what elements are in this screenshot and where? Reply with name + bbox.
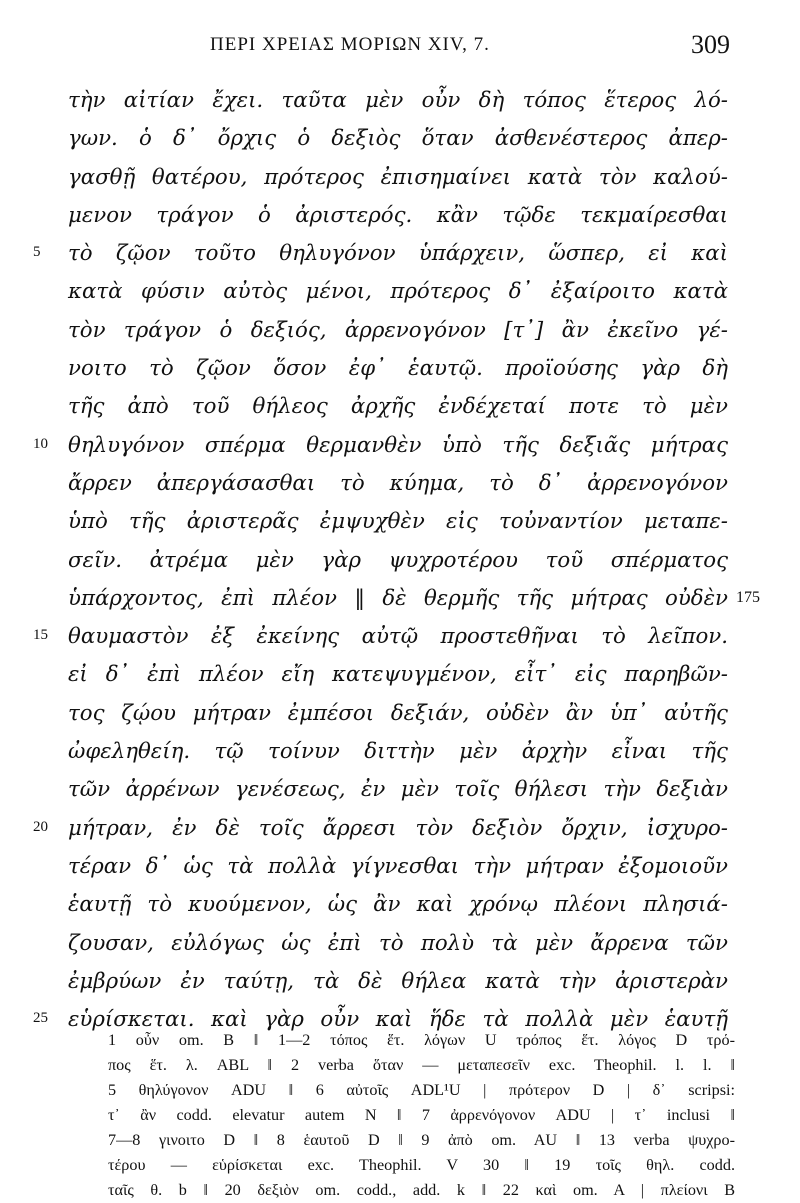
text-line <box>0 886 800 924</box>
main-text <box>0 82 800 1039</box>
text-line <box>0 235 800 273</box>
text-line <box>0 925 800 963</box>
line-number: 25 <box>33 1010 48 1027</box>
footnote-line: 5 θηλύγονον ADU ‖ 6 αὐτοῖς ADL¹U | πρότερον D | δ᾽ scripsi: <box>108 1081 735 1099</box>
text-line <box>0 159 800 197</box>
line-text: ζουσαν, εὐλόγως ὡς ἐπὶ τὸ πολὺ τὰ μὲν ἄρρενα τῶν <box>68 930 728 956</box>
text-line <box>0 771 800 809</box>
margin-reference: 175 <box>736 588 760 606</box>
text-line <box>0 273 800 311</box>
line-number: 10 <box>33 435 48 452</box>
text-line <box>0 848 800 886</box>
running-title: ΠΕΡΙ ΧΡΕΙΑΣ ΜΟΡΙΩΝ XIV, 7. <box>210 34 490 55</box>
line-text: ἐμβρύων ἐν ταύτῃ, τὰ δὲ θήλεα κατὰ τὴν ἀριστερὰν <box>68 968 728 994</box>
text-line <box>0 963 800 1001</box>
line-text: θηλυγόνον σπέρμα θερμανθὲν ὑπὸ τῆς δεξιᾶς μήτρας <box>68 432 728 458</box>
text-line <box>0 618 800 656</box>
line-text: ὑπὸ τῆς ἀριστερᾶς ἐμψυχθὲν εἰς τοὐναντίον μεταπε- <box>68 509 728 535</box>
line-text: τὸ ζῷον τοῦτο θηλυγόνον ὑπάρχειν, ὥσπερ, εἰ καὶ <box>68 241 728 267</box>
text-line <box>0 580 800 618</box>
text-line <box>0 82 800 120</box>
text-line <box>0 542 800 580</box>
line-text: κατὰ φύσιν αὐτὸς μένοι, πρότερος δ᾽ ἐξαίροιτο κατὰ <box>68 279 728 305</box>
critical-apparatus <box>108 1028 735 1203</box>
text-line <box>0 427 800 465</box>
line-text: τος ζῴου μήτραν ἐμπέσοι δεξιάν, οὐδὲν ἂν ὑπ᾽ αὐτῆς <box>68 700 728 726</box>
footnote-line: τέρου — εὑρίσκεται exc. Theophil. V 30 ‖ 19 τοῖς θηλ. codd. <box>108 1156 735 1174</box>
line-text: ὠφεληθείη. τῷ τοίνυν διττὴν μὲν ἀρχὴν εἶναι τῆς <box>68 739 728 765</box>
line-text: ὑπάρχοντος, ἐπὶ πλέον ‖ δὲ θερμῆς τῆς μήτρας οὐδὲν <box>68 585 728 611</box>
text-line <box>0 197 800 235</box>
line-text: τῶν ἀρρένων γενέσεως, ἐν μὲν τοῖς θήλεσι τὴν δεξιὰν <box>68 777 728 803</box>
line-text: γων. ὁ δ᾽ ὄρχις ὁ δεξιὸς ὅταν ἀσθενέστερος ἀπερ- <box>68 126 728 152</box>
text-line <box>0 120 800 158</box>
line-text: τὴν αἰτίαν ἔχει. ταῦτα μὲν οὖν δὴ τόπος ἕτερος λό- <box>68 88 728 113</box>
line-text: τὸν τράγον ὁ δεξιός, ἀρρενογόνον [τ᾽] ἂν ἐκεῖνο γέ- <box>68 317 728 343</box>
line-number: 5 <box>33 244 41 261</box>
text-line <box>0 810 800 848</box>
line-text: μενον τράγον ὁ ἀριστερός. κἂν τῷδε τεκμαίρεσθαι <box>68 202 728 228</box>
line-text: γασθῇ θατέρου, πρότερος ἐπισημαίνει κατὰ τὸν καλού- <box>68 164 728 190</box>
footnote-line: 1 οὖν om. B ‖ 1—2 τόπος ἕτ. λόγων U τρόπος ἕτ. λόγος D τρό- <box>108 1031 735 1049</box>
footnote-line: πος ἕτ. λ. ABL ‖ 2 verba ὅταν — μεταπεσεῖν exc. Theophil. l. l. ‖ <box>108 1056 735 1074</box>
footnote-line: τ᾽ ἂν codd. elevatur autem N ‖ 7 ἀρρενόγονον ADU | τ᾽ inclusi ‖ <box>108 1106 735 1124</box>
line-number: 15 <box>33 627 48 644</box>
line-text: τῆς ἀπὸ τοῦ θήλεος ἀρχῆς ἐνδέχεταί ποτε τὸ μὲν <box>68 394 728 420</box>
page-number: 309 <box>691 30 730 59</box>
text-line <box>0 465 800 503</box>
line-text: θαυμαστὸν ἐξ ἐκείνης αὐτῷ προστεθῆναι τὸ λεῖπον. <box>68 624 728 650</box>
text-line <box>0 733 800 771</box>
line-text: εὑρίσκεται. καὶ γὰρ οὖν καὶ ἥδε τὰ πολλὰ μὲν ἑαυτῇ <box>68 1007 728 1033</box>
line-text: ἑαυτῇ τὸ κυούμενον, ὡς ἂν καὶ χρόνῳ πλέονι πλησιά- <box>68 892 728 918</box>
line-text: σεῖν. ἀτρέμα μὲν γὰρ ψυχροτέρου τοῦ σπέρματος <box>68 547 728 573</box>
text-line <box>0 312 800 350</box>
line-text: νοιτο τὸ ζῷον ὅσον ἐφ᾽ ἑαυτῷ. προϊούσης γὰρ δὴ <box>68 356 728 382</box>
text-line <box>0 350 800 388</box>
line-text: τέραν δ᾽ ὡς τὰ πολλὰ γίγνεσθαι τὴν μήτραν ἐξομοιοῦν <box>68 853 728 879</box>
line-text: μήτραν, ἐν δὲ τοῖς ἄρρεσι τὸν δεξιὸν ὄρχιν, ἰσχυρο- <box>68 815 728 841</box>
line-text: εἰ δ᾽ ἐπὶ πλέον εἴη κατεψυγμένον, εἶτ᾽ εἰς παρηβῶν- <box>68 662 728 688</box>
line-text: ἄρρεν ἀπεργάσασθαι τὸ κύημα, τὸ δ᾽ ἀρρενογόνον <box>68 470 728 496</box>
footnote-line: 7—8 γινοιτο D ‖ 8 ἑαυτοῦ D ‖ 9 ἀπὸ om. AU ‖ 13 verba ψυχρο- <box>108 1131 735 1149</box>
footnote-line: ταῖς θ. b ‖ 20 δεξιὸν om. codd., add. k ‖ 22 καὶ om. A | πλείονι B <box>108 1181 735 1199</box>
text-line <box>0 656 800 694</box>
text-line <box>0 695 800 733</box>
text-line <box>0 503 800 541</box>
text-line <box>0 388 800 426</box>
line-number: 20 <box>33 818 48 835</box>
page-header <box>70 30 730 70</box>
